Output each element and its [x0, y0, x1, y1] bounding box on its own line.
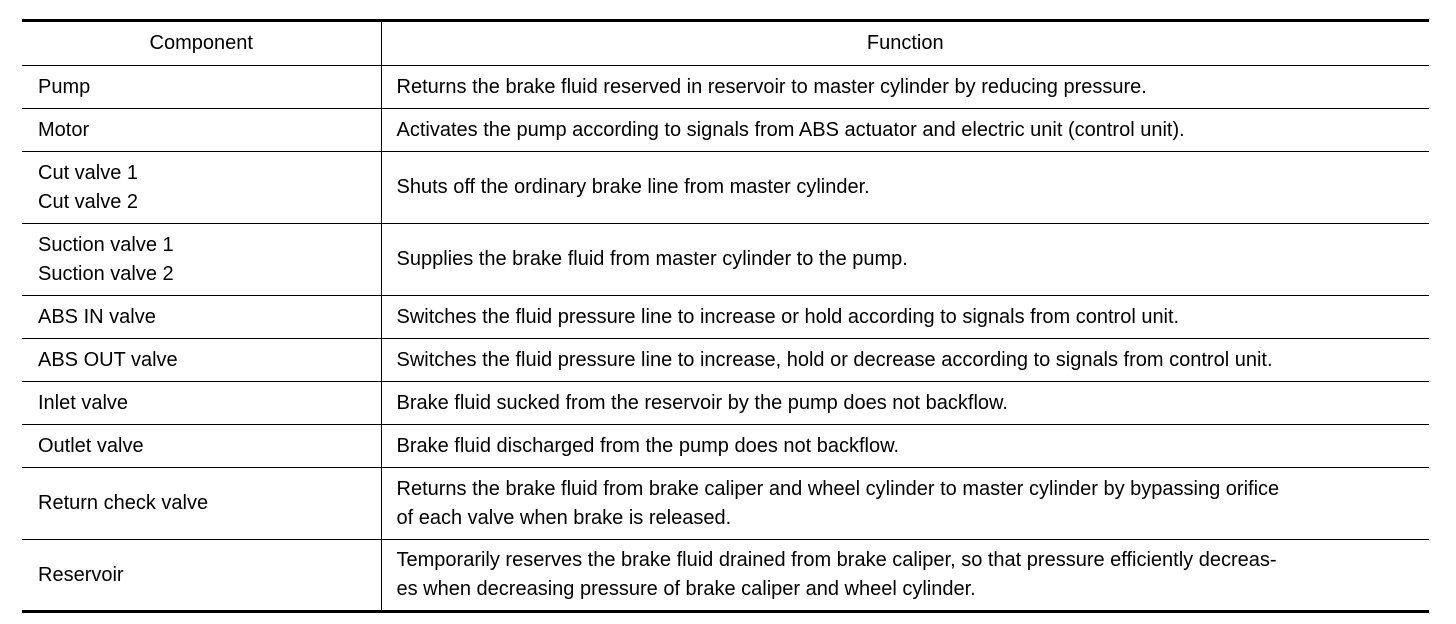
function-text: Brake fluid discharged from the pump does not backflow.	[396, 434, 899, 457]
component-cell	[22, 152, 381, 224]
function-text: Brake fluid sucked from the reservoir by the pump does not backflow.	[396, 391, 1008, 414]
component-text: Pump	[38, 75, 91, 98]
table-row	[22, 66, 1429, 109]
function-text: Temporarily reserves the brake fluid drained from brake caliper, so that pressure efficiently decreas-	[396, 549, 1277, 571]
function-cell	[381, 66, 1429, 109]
function-text: of each valve when brake is released.	[396, 506, 732, 529]
function-text: Shuts off the ordinary brake line from master cylinder.	[396, 176, 870, 198]
component-cell	[22, 425, 381, 468]
component-function-table-container	[22, 19, 1429, 613]
function-text: Activates the pump according to signals from ABS actuator and electric unit (control unit).	[396, 118, 1185, 141]
component-text: Outlet valve	[38, 434, 144, 457]
component-function-table	[22, 19, 1429, 613]
function-text: Switches the fluid pressure line to increase or hold according to signals from control unit.	[396, 305, 1180, 328]
function-cell	[381, 425, 1429, 468]
component-text: Motor	[38, 118, 90, 141]
header-component: Component	[22, 21, 381, 66]
table-row	[22, 109, 1429, 152]
function-cell	[381, 224, 1429, 296]
component-cell	[22, 224, 381, 296]
component-text: Inlet valve	[38, 391, 129, 414]
table-header-row	[22, 21, 1429, 66]
component-text: Suction valve 2	[38, 262, 174, 285]
header-function: Function	[381, 21, 1429, 66]
function-cell	[381, 152, 1429, 224]
function-text: Returns the brake fluid reserved in reservoir to master cylinder by reducing pressure.	[396, 75, 1147, 98]
function-text: Returns the brake fluid from brake caliper and wheel cylinder to master cylinder by bypassing orifice	[396, 477, 1280, 500]
function-cell	[381, 296, 1429, 339]
function-cell	[381, 468, 1429, 540]
function-cell	[381, 109, 1429, 152]
component-text: Cut valve 1	[38, 161, 139, 184]
table-row	[22, 339, 1429, 382]
component-text: Return check valve	[38, 492, 209, 514]
table-row	[22, 425, 1429, 468]
component-text: Cut valve 2	[38, 190, 139, 213]
component-cell	[22, 468, 381, 540]
component-text: Suction valve 1	[38, 233, 174, 256]
component-cell	[22, 540, 381, 612]
component-text: ABS OUT valve	[38, 348, 178, 371]
component-text: Reservoir	[38, 563, 124, 586]
component-cell	[22, 339, 381, 382]
component-cell	[22, 382, 381, 425]
component-cell	[22, 296, 381, 339]
table-row	[22, 296, 1429, 339]
table-row	[22, 382, 1429, 425]
table-row	[22, 224, 1429, 296]
component-text: ABS IN valve	[38, 305, 156, 328]
function-text: es when decreasing pressure of brake caliper and wheel cylinder.	[396, 578, 976, 600]
function-text: Supplies the brake fluid from master cylinder to the pump.	[396, 248, 908, 270]
table-row	[22, 152, 1429, 224]
component-cell	[22, 66, 381, 109]
function-cell	[381, 540, 1429, 612]
table-row	[22, 540, 1429, 612]
function-cell	[381, 339, 1429, 382]
table-row	[22, 468, 1429, 540]
function-cell	[381, 382, 1429, 425]
function-text: Switches the fluid pressure line to increase, hold or decrease according to signals from control unit.	[396, 348, 1273, 371]
component-cell	[22, 109, 381, 152]
